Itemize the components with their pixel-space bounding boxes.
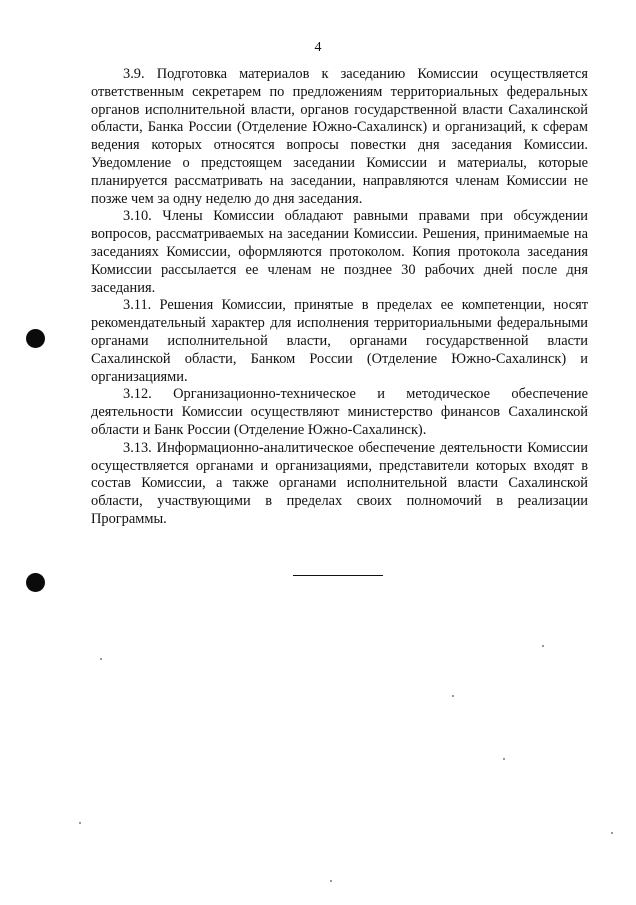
scan-speck [100, 658, 102, 660]
binder-hole-lower [26, 573, 45, 592]
paragraph-3-11: 3.11. Решения Комиссии, принятые в пределах ее компетенции, носят рекомендательный характер для исполнения территориальными федеральными органами исполнительной власти, органами государственной власти Сахалинской области, Банком России (Отделение Южно-Сахалинск) и организациями. [91, 297, 588, 385]
paragraph-3-9: 3.9. Подготовка материалов к заседанию Комиссии осуществляется ответственным секретарем по предложениям территориальных федеральных органов исполнительной власти, органов государственной власти Сахалинской области, Банка России (Отделение Южно-Сахалинск) и организаций, к сферам ведения которых относятся вопросы повестки дня заседания Комиссии. Уведомление о предстоящем заседании Комиссии и материалы, которые планируется рассматривать на заседании, направляются членам Комиссии не позже чем за одну неделю до дня заседания. [91, 66, 588, 207]
scan-speck [503, 758, 505, 760]
page-number: 4 [314, 40, 322, 55]
scan-speck [542, 645, 544, 647]
scan-speck [330, 880, 332, 882]
paragraph-3-13: 3.13. Информационно-аналитическое обеспечение деятельности Комиссии осуществляется органами и организациями, представители которых входят в состав Комиссии, а также органами исполнительной власти Сахалинской области, участвующими в пределах своих полномочий в реализации Программы. [91, 439, 588, 527]
document-body [91, 66, 588, 529]
paragraph-3-10: 3.10. Члены Комиссии обладают равными правами при обсуждении вопросов, рассматриваемых на заседании Комиссии. Решения, принимаемые на заседаниях Комиссии, оформляются протоколом. Копия протокола заседания Комиссии рассылается ее членам не позднее 30 рабочих дней после дня заседания. [91, 208, 588, 296]
binder-hole-upper [26, 329, 45, 348]
end-of-text-rule [293, 575, 383, 576]
paragraph-3-12: 3.12. Организационно-техническое и методическое обеспечение деятельности Комиссии осуществляют министерство финансов Сахалинской области и Банк России (Отделение Южно-Сахалинск). [91, 386, 588, 438]
scan-speck [611, 832, 613, 834]
scan-speck [79, 822, 81, 824]
scan-speck [452, 695, 454, 697]
